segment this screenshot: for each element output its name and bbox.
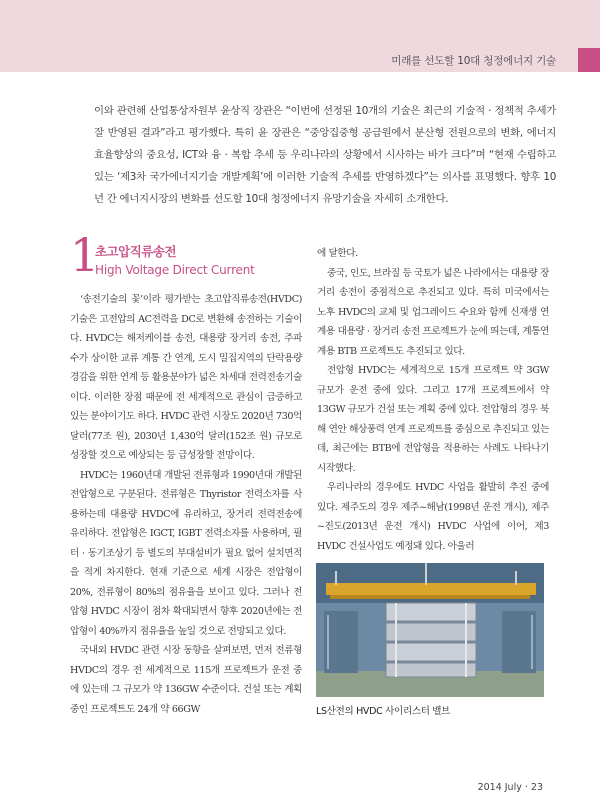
body-paragraph: 우리나라의 경우에도 HVDC 사업을 활발히 추진 중에 있다. 제주도의 경우 제주~해남(1998년 운전 개시), 제주~진도(2013년 운전 개시) HVDC 사업에 이어, 제3 HVDC 건설사업도 예정돼 있다. 아울러: [317, 482, 549, 552]
header-accent-bar: [578, 48, 600, 72]
body-paragraph: 전압형 HVDC는 세계적으로 15개 프로젝트 약 3GW 규모가 운전 중에 있다. 그리고 17개 프로젝트에서 약 13GW 규모가 건설 또는 계획 중에 있다. 전압형의 경우 북해 연안 해상풍력 연계 프로젝트를 중심으로 추진되고 있는데, 최근에는 BTB에 전압형을 적용하는 사례도 나타나기 시작했다.: [317, 365, 549, 474]
section-title-korean: 초고압직류송전: [95, 244, 177, 259]
right-column: [317, 244, 549, 556]
page-footer: 2014 July · 23: [477, 782, 543, 793]
header-title: 미래를 선도할 10대 청정에너지 기술: [391, 55, 556, 67]
left-column: [70, 290, 302, 719]
body-paragraph: 에 달한다.: [317, 248, 358, 259]
hvdc-thyristor-valve-photo: [316, 563, 544, 697]
photo-caption: LS산전의 HVDC 사이리스터 밸브: [316, 706, 451, 717]
section-title-english: High Voltage Direct Current: [95, 263, 255, 277]
body-paragraph: ‘송전기술의 꽃’이라 평가받는 초고압직류송전(HVDC) 기술은 고전압의 AC전력을 DC로 변환해 송전하는 기술이다. HVDC는 해저케이블 송전, 대용량 장거리 송전, 주파수가 상이한 교류 계통 간 연계, 도시 밀집지역의 단락용량 경감을 위한 연계 등 활용분야가 넓은 차세대 전력전송기술이다. 이러한 장점 때문에 전 세계적으로 관심이 급증하고 있는 분야이기도 하다. HVDC 관련 시장도 2020년 730억 달러(77조 원), 2030년 1,430억 달러(152조 원) 규모로 성장할 것으로 예상되는 등 급성장할 전망이다.: [70, 294, 302, 461]
section-number: 1: [70, 228, 100, 282]
body-paragraph: 중국, 인도, 브라질 등 국토가 넓은 나라에서는 대용량 장거리 송전이 중점적으로 추진되고 있다. 특히 미국에서는 노후 HVDC의 교체 및 업그레이드 수요와 함께 신재생 연계용 대용량 · 장거리 송전 프로젝트가 눈에 띄는데, 계통연계용 BTB 프로젝트도 추진되고 있다.: [317, 267, 549, 357]
body-paragraph: HVDC는 1960년대 개발된 전류형과 1990년대 개발된 전압형으로 구분된다. 전류형은 Thyristor 전력소자를 사용하는데 대용량 HVDC에 유리하고, 장거리 전력전송에 유리하다. 전압형은 IGCT, IGBT 전력소자를 사용하며, 필터 · 동기조상기 등 별도의 부대설비가 필요 없어 설치면적을 적게 차지한다. 현재 기준으로 세계 시장은 전압형이 20%, 전류형이 80%의 점유율을 보이고 있다. 그러나 전압형 HVDC 시장이 점차 확대되면서 향후 2020년에는 전압형이 40%까지 점유율을 높일 것으로 전망되고 있다.: [70, 469, 302, 637]
body-paragraph: 국내외 HVDC 관련 시장 동향을 살펴보면, 먼저 전류형 HVDC의 경우 전 세계적으로 115개 프로젝트가 운전 중에 있는데 그 규모가 약 136GW 수준이다. 건설 또는 계획 중인 프로젝트도 24개 약 66GW: [70, 645, 302, 715]
intro-paragraph: 이와 관련해 산업통상자원부 윤상직 장관은 “이번에 선정된 10개의 기술은 최근의 기술적 · 정책적 추세가 잘 반영된 결과”라고 평가했다. 특히 윤 장관은 “중앙집중형 공급원에서 분산형 전원으로의 변화, 에너지 효율향상의 중요성, ICT와 융 · 복합 추세 등 우리나라의 상황에서 시사하는 바가 크다”며 “현재 수립하고 있는 ‘제3차 국가에너지기술 개발계획’에 이러한 기술적 추세를 반영하겠다”는 의사를 표명했다. 향후 10년 간 에너지시장의 변화를 선도할 10대 청정에너지 유망기술을 자세히 소개한다.: [94, 105, 556, 205]
